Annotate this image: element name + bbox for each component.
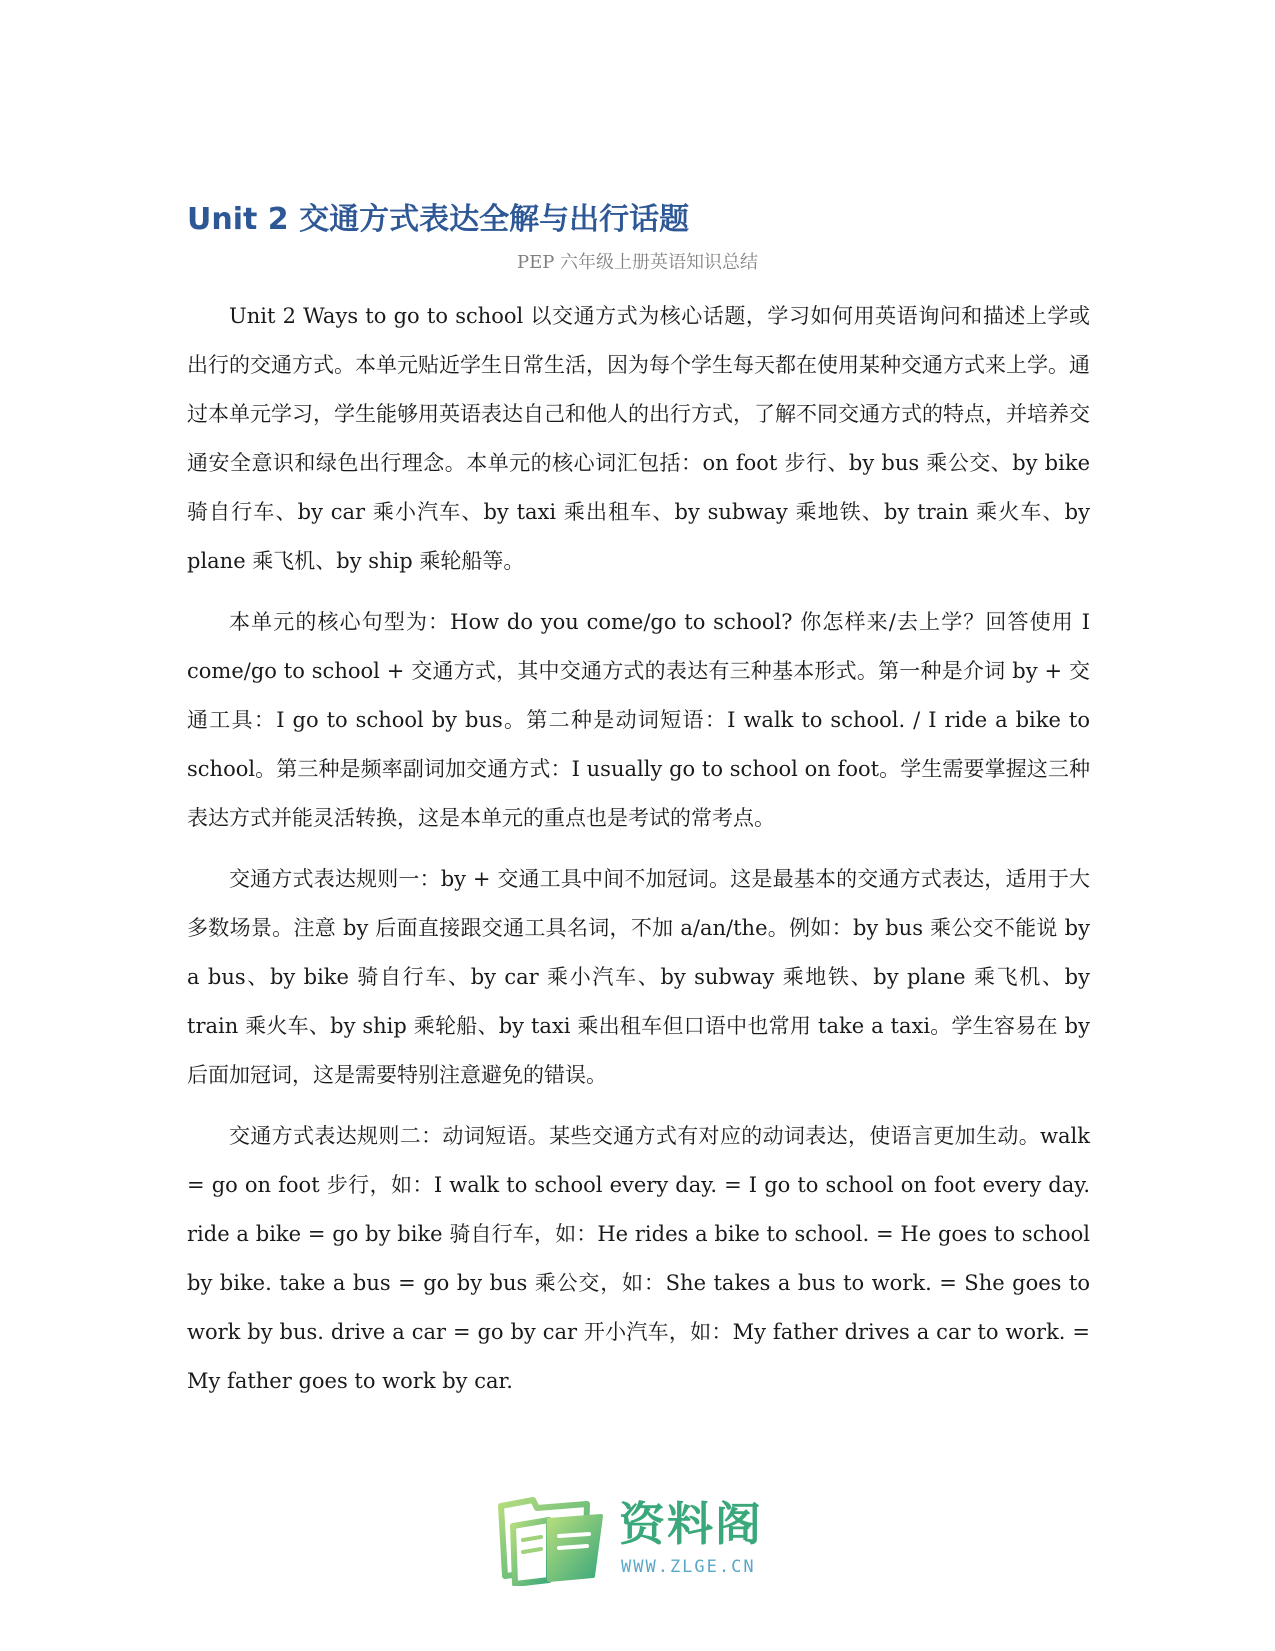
document-body: [187, 292, 1090, 1418]
paragraph-sentence-patterns: 本单元的核心句型为：How do you come/go to school? 你怎样来/去上学？回答使用 I come/go to school + 交通方式，其中交通方式的表达有三种基本形式。第一种是介词 by + 交通工具：I go to school by bus。第二种是动词短语：I walk to school. / I ride a bike to school。第三种是频率副词加交通方式：I usually go to school on foot。学生需要掌握这三种表达方式并能灵活转换，这是本单元的重点也是考试的常考点。: [187, 610, 1090, 830]
watermark-url-text: WWW.ZLGE.CN: [621, 1557, 756, 1577]
paragraph-intro: Unit 2 Ways to go to school 以交通方式为核心话题，学习如何用英语询问和描述上学或出行的交通方式。本单元贴近学生日常生活，因为每个学生每天都在使用某种交通方式来上学。通过本单元学习，学生能够用英语表达自己和他人的出行方式，了解不同交通方式的特点，并培养交通安全意识和绿色出行理念。本单元的核心词汇包括：on foot 步行、by bus 乘公交、by bike 骑自行车、by car 乘小汽车、by taxi 乘出租车、by subway 乘地铁、by train 乘火车、by plane 乘飞机、by ship 乘轮船等。: [187, 304, 1090, 573]
open-book-folder-icon: [493, 1496, 611, 1586]
paragraph-rule-one: 交通方式表达规则一：by + 交通工具中间不加冠词。这是最基本的交通方式表达，适用于大多数场景。注意 by 后面直接跟交通工具名词，不加 a/an/the。例如：by bus 乘公交不能说 by a bus、by bike 骑自行车、by car 乘小汽车、by subway 乘地铁、by plane 乘飞机、by train 乘火车、by ship 乘轮船、by taxi 乘出租车但口语中也常用 take a taxi。学生容易在 by 后面加冠词，这是需要特别注意避免的错误。: [187, 867, 1090, 1087]
watermark-brand-text: 资料阁: [619, 1497, 763, 1551]
document-subtitle: PEP 六年级上册英语知识总结: [516, 252, 759, 273]
watermark-logo: [493, 1496, 783, 1586]
paragraph-rule-two: 交通方式表达规则二：动词短语。某些交通方式有对应的动词表达，使语言更加生动。walk = go on foot 步行，如：I walk to school every day. = I go to school on foot every day. ride a bike = go by bike 骑自行车，如：He rides a bike to school. = He goes to school by bike. take a bus = go by bus 乘公交，如：She takes a bus to work. = She goes to work by bus. drive a car = go by car 开小汽车，如：My father drives a car to work. = My father goes to work by car.: [187, 1124, 1090, 1393]
document-title: Unit 2 交通方式表达全解与出行话题: [187, 202, 690, 237]
